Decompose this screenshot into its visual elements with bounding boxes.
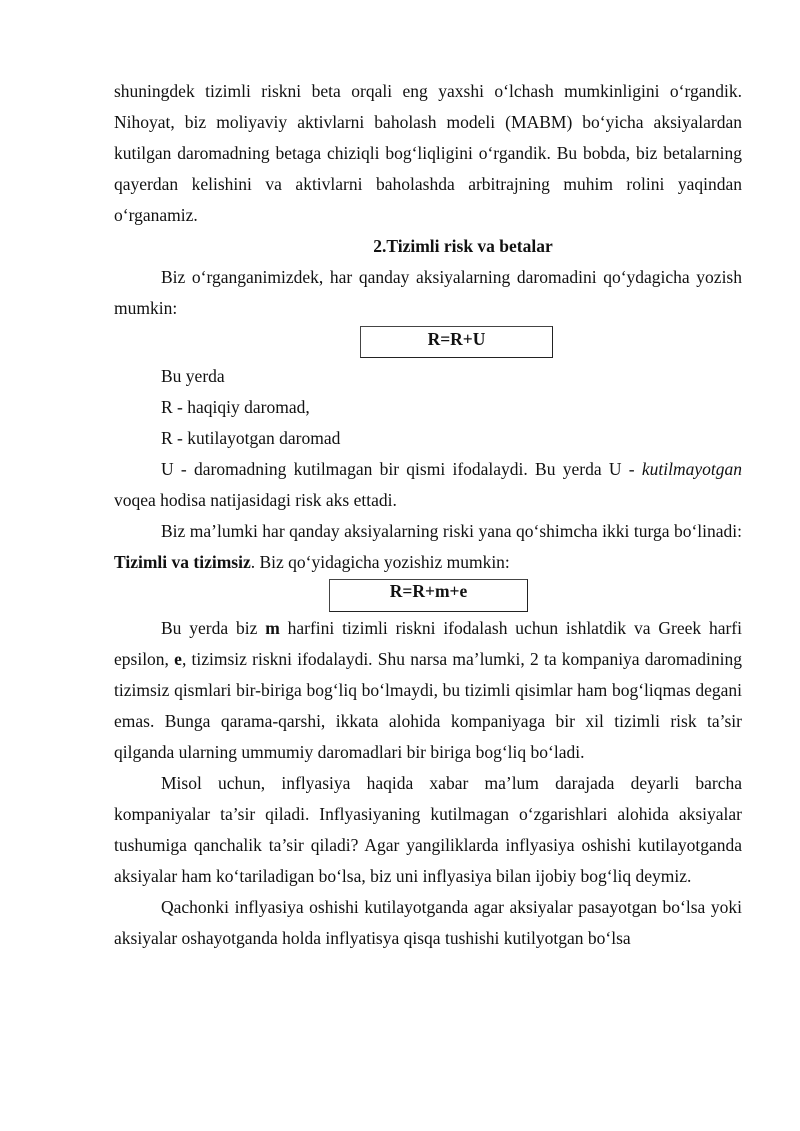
paragraph-risk-types-bold: Tizimli va tizimsiz (114, 552, 251, 572)
paragraph-systematic (114, 613, 742, 768)
symbol-m: m (265, 618, 280, 638)
definition-intro: Bu yerda (161, 366, 225, 386)
definition-actual-return: R - haqiqiy daromad, (161, 397, 310, 417)
symbol-e: e (174, 649, 182, 669)
paragraph-unexpected-end: voqea hodisa natijasidagi risk aks ettadi. (114, 490, 397, 510)
document-page (114, 76, 742, 954)
intro-paragraph: shuningdek tizimli riskni beta orqali eng yaxshi o‘lchash mumkinligini o‘rgandik. Nihoyat, biz moliyaviy aktivlarni baholash modeli (MABM) bo‘yicha aksiyalardan kutilgan daromadning betaga chiziqli bog‘liqligini o‘rgandik. Bu bobda, biz betalarning qayerdan kelishini va aktivlarni baholashda arbitrajning muhim rolini yaqindan o‘rganamiz. (114, 81, 742, 225)
paragraph-risk-types (114, 516, 742, 578)
formula-box-2: R=R+m+e (329, 579, 528, 612)
paragraph-inflation-negative: Qachonki inflyasiya oshishi kutilayotganda agar aksiyalar pasayotgan bo‘lsa yoki aksiyalar oshayotganda holda inflyatisya qisqa tushishi kutilyotgan bo‘lsa (114, 897, 742, 948)
formula-row-2 (114, 578, 742, 613)
section-title: 2.Tizimli risk va betalar (373, 236, 553, 256)
paragraph-systematic-b: harfini tizimli riskni ifodalash uchun ishlatdik va Greek harfi epsilon, (114, 618, 742, 669)
paragraph-unexpected-italic: kutilmayotgan (641, 459, 742, 479)
paragraph-unexpected-start: U - daromadning kutilmagan bir qismi ifodalaydi. Bu yerda U - (161, 459, 642, 479)
formula-row-1 (114, 324, 742, 361)
paragraph-systematic-c: , tizimsiz riskni ifodalaydi. Shu narsa ma’lumki, 2 ta kompaniya daromadining tizimsiz qismlari bir-biriga bog‘liq bo‘lmaydi, bu tizimli qisimlar ham bog‘liqmas degani emas. Bunga qarama-qarshi, ikkata alohida kompaniyaga bir xil tizimli risk ta’sir qilganda ularning ummumiy daromadlari bir biriga bog‘liq bo‘ladi. (114, 649, 742, 762)
paragraph-risk-types-start: Biz ma’lumki har qanday aksiyalarning riski yana qo‘shimcha ikki turga bo‘linadi: (161, 521, 742, 541)
paragraph-returns-intro: Biz o‘rganganimizdek, har qanday aksiyalarning daromadini qo‘ydagicha yozish mumkin: (114, 267, 742, 318)
paragraph-inflation-example: Misol uchun, inflyasiya haqida xabar ma’lum darajada deyarli barcha kompaniyalar ta’sir qiladi. Inflyasiyaning kutilmagan o‘zgarishlari alohida aksiyalar tushumiga qanchalik ta’sir qiladi? Agar yangiliklarda inflyasiya oshishi kutilayotganda aksiyalar ham ko‘tariladigan bo‘lsa, biz uni inflyasiya bilan ijobiy bog‘liq deymiz. (114, 773, 742, 886)
formula-box-1: R=R+U (360, 326, 553, 358)
paragraph-risk-types-end: . Biz qo‘yidagicha yozishiz mumkin: (250, 552, 510, 572)
paragraph-systematic-a: Bu yerda biz (161, 618, 266, 638)
paragraph-unexpected (114, 454, 742, 516)
definition-expected-return: R - kutilayotgan daromad (161, 428, 341, 448)
